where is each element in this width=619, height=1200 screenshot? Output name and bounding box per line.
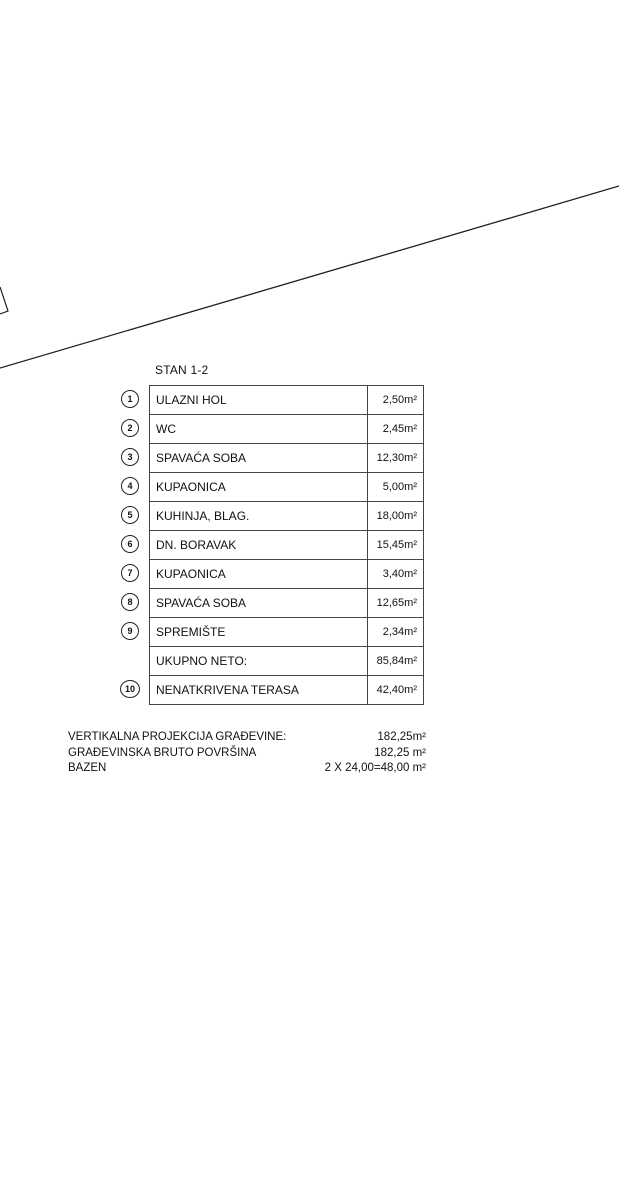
room-number-badge: 1 <box>121 390 139 408</box>
room-number-badge: 4 <box>121 477 139 495</box>
table-row <box>0 559 619 588</box>
room-number-badge: 5 <box>121 506 139 524</box>
table-row <box>0 675 619 704</box>
apartment-title: STAN 1-2 <box>155 363 209 377</box>
table-row <box>0 617 619 646</box>
room-area: 2,50m² <box>367 385 424 414</box>
room-name: ULAZNI HOL <box>149 385 368 414</box>
room-area: 42,40m² <box>367 675 424 705</box>
plot-boundary-line <box>0 186 619 368</box>
table-row <box>0 385 619 414</box>
summary-label: GRAĐEVINSKA BRUTO POVRŠINA <box>68 747 257 759</box>
room-area: 18,00m² <box>367 501 424 530</box>
summary-row <box>0 747 619 761</box>
summary-label: VERTIKALNA PROJEKCIJA GRAĐEVINE: <box>68 731 287 743</box>
room-area: 3,40m² <box>367 559 424 588</box>
room-name: SPAVAĆA SOBA <box>149 588 368 617</box>
room-area: 12,30m² <box>367 443 424 472</box>
room-number-badge: 3 <box>121 448 139 466</box>
room-area: 2,34m² <box>367 617 424 646</box>
summary-label: BAZEN <box>68 762 107 774</box>
table-row <box>0 588 619 617</box>
room-area: 2,45m² <box>367 414 424 443</box>
table-row-total <box>0 646 619 675</box>
summary-row <box>0 731 619 745</box>
room-name: KUPAONICA <box>149 472 368 501</box>
table-row <box>0 414 619 443</box>
table-row <box>0 501 619 530</box>
room-area: 12,65m² <box>367 588 424 617</box>
room-number-badge: 2 <box>121 419 139 437</box>
summary-value: 182,25m² <box>377 731 426 743</box>
room-name: SPAVAĆA SOBA <box>149 443 368 472</box>
room-name: DN. BORAVAK <box>149 530 368 559</box>
table-row <box>0 443 619 472</box>
room-number-badge: 6 <box>121 535 139 553</box>
room-name: KUHINJA, BLAG. <box>149 501 368 530</box>
room-name: NENATKRIVENA TERASA <box>149 675 368 705</box>
room-name: WC <box>149 414 368 443</box>
room-name: SPREMIŠTE <box>149 617 368 646</box>
room-number-badge: 10 <box>120 680 140 698</box>
room-number-badge: 7 <box>121 564 139 582</box>
summary-value: 2 X 24,00=48,00 m² <box>324 762 426 774</box>
total-net-label: UKUPNO NETO: <box>149 646 368 675</box>
summary-row <box>0 762 619 776</box>
table-row <box>0 472 619 501</box>
total-net-area: 85,84m² <box>367 646 424 675</box>
room-number-badge: 8 <box>121 593 139 611</box>
table-row <box>0 530 619 559</box>
room-area: 5,00m² <box>367 472 424 501</box>
summary-value: 182,25 m² <box>374 747 426 759</box>
room-number-badge: 9 <box>121 622 139 640</box>
building-corner-line <box>0 287 8 314</box>
room-name: KUPAONICA <box>149 559 368 588</box>
room-area: 15,45m² <box>367 530 424 559</box>
